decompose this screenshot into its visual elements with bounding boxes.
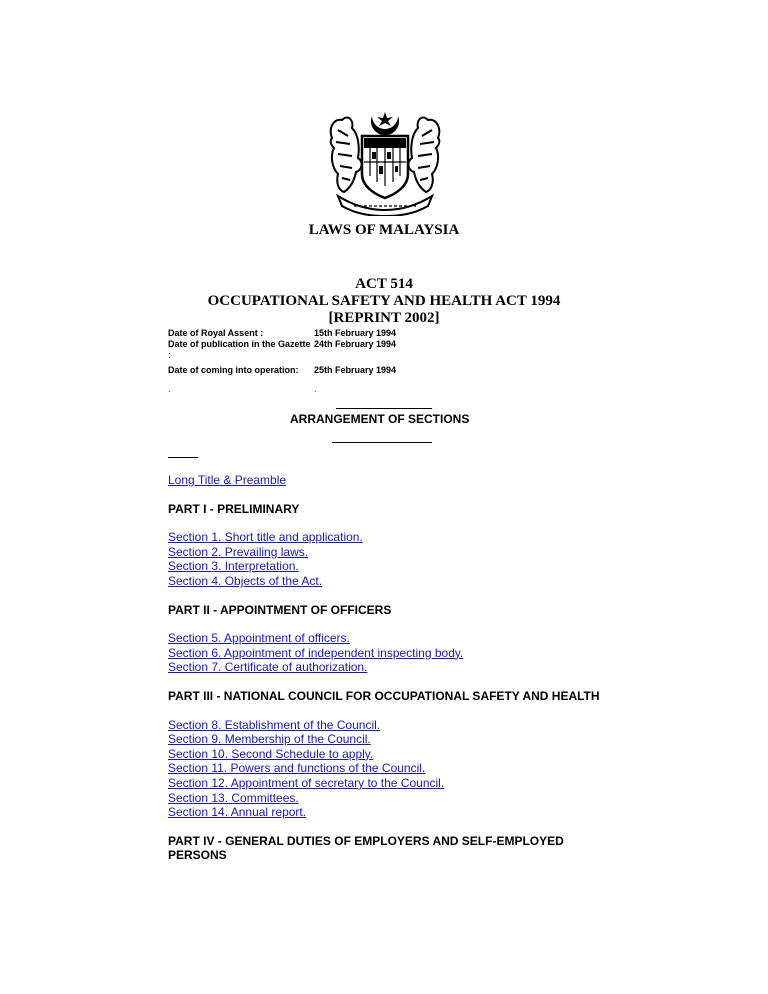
toc-link-section-6[interactable]: Section 6. Appointment of independent inspecting body. xyxy=(168,645,464,660)
metadata-row xyxy=(168,328,464,339)
divider-bottom xyxy=(332,442,432,443)
metadata-row xyxy=(168,365,464,376)
toc-link-section-3[interactable]: Section 3. Interpretation. xyxy=(168,559,299,574)
toc-link-section-11[interactable]: Section 11. Powers and functions of the Council. xyxy=(168,761,426,776)
toc-link-section-9[interactable]: Section 9. Membership of the Council. xyxy=(168,732,371,747)
act-name: OCCUPATIONAL SAFETY AND HEALTH ACT 1994 xyxy=(207,293,561,309)
toc-link-section-14[interactable]: Section 14. Annual report. xyxy=(168,805,307,820)
part-heading: PART I - PRELIMINARY xyxy=(168,501,300,516)
part-heading: PART IV - GENERAL DUTIES OF EMPLOYERS AND SELF-EMPLOYED PERSONS xyxy=(168,833,564,863)
dot-left: . xyxy=(168,384,171,394)
metadata-label: Date of publication in the Gazette : xyxy=(168,339,311,360)
toc-link-preamble[interactable]: Long Title & Preamble xyxy=(168,473,287,487)
metadata-label: Date of Royal Assent : xyxy=(168,328,264,338)
metadata-value: 24th February 1994 xyxy=(314,339,397,349)
part-heading: PART II - APPOINTMENT OF OFFICERS xyxy=(168,602,392,617)
malaysia-coat-of-arms-icon xyxy=(324,110,446,216)
metadata-label: Date of coming into operation: xyxy=(168,365,299,375)
reprint-label: [REPRINT 2002] xyxy=(328,310,440,326)
toc-link-section-1[interactable]: Section 1. Short title and application. xyxy=(168,530,363,545)
metadata-value: 25th February 1994 xyxy=(314,365,397,375)
divider-top xyxy=(336,408,432,409)
metadata-value: 15th February 1994 xyxy=(314,328,397,338)
toc-link-section-2[interactable]: Section 2. Prevailing laws. xyxy=(168,544,309,559)
metadata-row xyxy=(168,339,464,361)
act-metadata xyxy=(168,328,464,395)
toc-link-section-8[interactable]: Section 8. Establishment of the Council. xyxy=(168,717,381,732)
separator-dots xyxy=(168,384,464,395)
toc-link-section-4[interactable]: Section 4. Objects of the Act. xyxy=(168,573,323,588)
table-of-contents xyxy=(168,473,608,877)
toc-link-section-12[interactable]: Section 12. Appointment of secretary to the Council. xyxy=(168,775,445,790)
toc-link-section-7[interactable]: Section 7. Certificate of authorization. xyxy=(168,660,368,675)
act-number: ACT 514 xyxy=(355,276,413,292)
dot-right: . xyxy=(314,384,317,394)
toc-link-section-13[interactable]: Section 13. Committees. xyxy=(168,790,299,805)
law-title: LAWS OF MALAYSIA xyxy=(308,222,460,238)
divider-short xyxy=(168,457,198,458)
arrangement-title: ARRANGEMENT OF SECTIONS xyxy=(290,412,470,426)
toc-link-section-10[interactable]: Section 10. Second Schedule to apply. xyxy=(168,746,374,761)
toc-link-section-5[interactable]: Section 5. Appointment of officers. xyxy=(168,631,350,646)
part-heading: PART III - NATIONAL COUNCIL FOR OCCUPATIONAL SAFETY AND HEALTH xyxy=(168,688,600,703)
